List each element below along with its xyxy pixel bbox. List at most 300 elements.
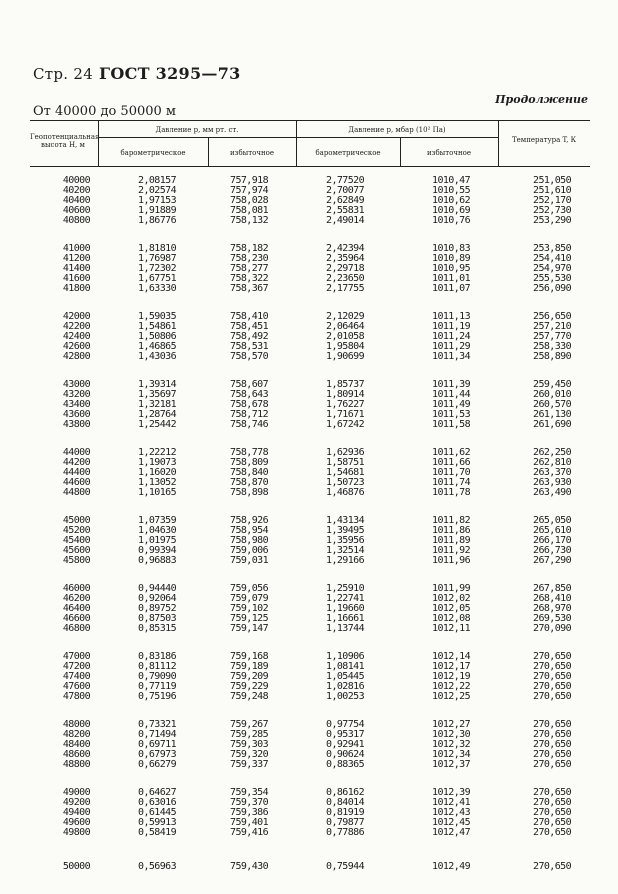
table-cell: 49600	[62, 817, 90, 828]
table-cell: 270,650	[533, 681, 571, 692]
table-cell: 1,67242	[326, 419, 364, 430]
table-cell: 270,650	[533, 827, 571, 838]
table-cell: 1,63330	[138, 283, 176, 294]
table-cell: 270,650	[533, 749, 571, 760]
table-column-h	[44, 312, 90, 362]
table-cell: 1012,19	[432, 671, 470, 682]
table-cell: 758,451	[230, 321, 268, 332]
table-cell: 759,189	[230, 661, 268, 672]
table-cell: 43000	[62, 379, 90, 390]
table-cell: 759,267	[230, 719, 268, 730]
table-cell: 1012,47	[432, 827, 470, 838]
table-column-bm	[118, 720, 176, 770]
table-cell: 48200	[62, 729, 90, 740]
table-cell: 254,410	[533, 253, 571, 264]
table-cell: 269,530	[533, 613, 571, 624]
table-cell: 2,42394	[326, 243, 364, 254]
table-cell: 1,35956	[326, 535, 364, 546]
table-cell: 46400	[62, 603, 90, 614]
table-cell: 758,746	[230, 419, 268, 430]
table-cell: 46600	[62, 613, 90, 624]
table-column-bb	[306, 176, 364, 226]
table-column-im	[210, 788, 268, 838]
col-height-header: Геопотенциальная высота H, м	[30, 133, 100, 149]
table-column-ib	[410, 516, 470, 566]
table-column-im	[210, 176, 268, 226]
table-cell: 270,090	[533, 623, 571, 634]
table-column-bm	[118, 584, 176, 634]
table-cell: 40200	[62, 185, 90, 196]
table-cell: 0,77119	[138, 681, 176, 692]
table-cell: 1012,41	[432, 797, 470, 808]
table-cell: 260,010	[533, 389, 571, 400]
table-cell: 47000	[62, 651, 90, 662]
table-cell: 42600	[62, 341, 90, 352]
table-column-h	[44, 720, 90, 770]
table-column-h	[44, 176, 90, 226]
table-cell: 1011,62	[432, 447, 470, 458]
table-cell: 0,84014	[326, 797, 364, 808]
table-cell: 253,290	[533, 215, 571, 226]
table-column-t	[515, 244, 571, 294]
table-cell: 44400	[62, 467, 90, 478]
table-cell: 1,54681	[326, 467, 364, 478]
table-cell: 0,94440	[138, 583, 176, 594]
table-cell: 759,147	[230, 623, 268, 634]
table-cell: 1,46865	[138, 341, 176, 352]
table-cell: 254,970	[533, 263, 571, 274]
table-cell: 270,650	[533, 861, 571, 872]
table-cell: 0,66279	[138, 759, 176, 770]
table-cell: 1011,07	[432, 283, 470, 294]
table-column-bm	[118, 176, 176, 226]
table-cell: 758,081	[230, 205, 268, 216]
table-column-im	[210, 516, 268, 566]
table-cell: 2,55831	[326, 205, 364, 216]
table-cell: 757,974	[230, 185, 268, 196]
table-cell: 262,250	[533, 447, 571, 458]
table-cell: 0,97754	[326, 719, 364, 730]
table-top-rule	[30, 120, 590, 121]
table-cell: 48400	[62, 739, 90, 750]
table-column-t	[515, 788, 571, 838]
table-cell: 1,35697	[138, 389, 176, 400]
table-cell: 1,54861	[138, 321, 176, 332]
table-cell: 1010,69	[432, 205, 470, 216]
header-subrule	[98, 137, 498, 138]
table-column-ib	[410, 652, 470, 702]
col-baro-header: барометрическое	[120, 149, 186, 157]
table-cell: 758,809	[230, 457, 268, 468]
table-cell: 43200	[62, 389, 90, 400]
table-cell: 758,277	[230, 263, 268, 274]
table-cell: 270,650	[533, 787, 571, 798]
table-cell: 41400	[62, 263, 90, 274]
table-cell: 2,29718	[326, 263, 364, 274]
table-column-im	[210, 448, 268, 498]
table-cell: 2,06464	[326, 321, 364, 332]
table-column-bb	[306, 652, 364, 702]
table-cell: 1011,89	[432, 535, 470, 546]
table-cell: 758,643	[230, 389, 268, 400]
table-column-ib	[410, 862, 470, 872]
table-cell: 46200	[62, 593, 90, 604]
table-cell: 40600	[62, 205, 90, 216]
table-column-t	[515, 584, 571, 634]
table-cell: 252,730	[533, 205, 571, 216]
table-cell: 270,650	[533, 671, 571, 682]
table-cell: 48000	[62, 719, 90, 730]
table-cell: 0,77886	[326, 827, 364, 838]
table-column-h	[44, 862, 90, 872]
table-cell: 1010,89	[432, 253, 470, 264]
table-cell: 759,320	[230, 749, 268, 760]
table-cell: 1,39314	[138, 379, 176, 390]
table-column-bb	[306, 312, 364, 362]
table-column-h	[44, 448, 90, 498]
table-column-t	[515, 312, 571, 362]
table-cell: 1,32514	[326, 545, 364, 556]
table-cell: 759,006	[230, 545, 268, 556]
table-column-ib	[410, 448, 470, 498]
table-cell: 257,770	[533, 331, 571, 342]
table-column-ib	[410, 380, 470, 430]
table-cell: 1,71671	[326, 409, 364, 420]
table-column-h	[44, 380, 90, 430]
table-cell: 50000	[62, 861, 90, 872]
table-column-ib	[410, 788, 470, 838]
table-cell: 759,386	[230, 807, 268, 818]
table-cell: 1011,99	[432, 583, 470, 594]
table-cell: 0,79090	[138, 671, 176, 682]
table-column-im	[210, 652, 268, 702]
table-cell: 758,607	[230, 379, 268, 390]
table-cell: 270,650	[533, 739, 571, 750]
table-cell: 759,401	[230, 817, 268, 828]
table-column-t	[515, 176, 571, 226]
table-cell: 758,492	[230, 331, 268, 342]
table-column-bm	[118, 380, 176, 430]
table-cell: 1,01975	[138, 535, 176, 546]
table-cell: 759,229	[230, 681, 268, 692]
table-cell: 40400	[62, 195, 90, 206]
table-column-ib	[410, 584, 470, 634]
table-column-t	[515, 448, 571, 498]
table-cell: 1,07359	[138, 515, 176, 526]
col-mmhg-group-header: Давление p, мм рт. ст.	[155, 126, 239, 134]
table-cell: 1010,76	[432, 215, 470, 226]
table-cell: 1,25442	[138, 419, 176, 430]
table-cell: 1012,02	[432, 593, 470, 604]
table-cell: 1012,22	[432, 681, 470, 692]
table-column-h	[44, 244, 90, 294]
table-cell: 1012,05	[432, 603, 470, 614]
table-column-ib	[410, 312, 470, 362]
table-cell: 267,290	[533, 555, 571, 566]
table-cell: 759,354	[230, 787, 268, 798]
table-column-im	[210, 380, 268, 430]
table-cell: 1011,78	[432, 487, 470, 498]
table-cell: 758,870	[230, 477, 268, 488]
table-cell: 1,76987	[138, 253, 176, 264]
table-cell: 0,58419	[138, 827, 176, 838]
table-cell: 0,79877	[326, 817, 364, 828]
table-cell: 256,650	[533, 311, 571, 322]
table-cell: 758,570	[230, 351, 268, 362]
header-bottom-rule	[30, 166, 590, 167]
table-cell: 45800	[62, 555, 90, 566]
table-cell: 2,62849	[326, 195, 364, 206]
table-cell: 1010,62	[432, 195, 470, 206]
table-cell: 758,410	[230, 311, 268, 322]
table-cell: 1,16661	[326, 613, 364, 624]
table-cell: 0,99394	[138, 545, 176, 556]
table-column-bb	[306, 788, 364, 838]
table-cell: 2,49014	[326, 215, 364, 226]
table-cell: 0,81112	[138, 661, 176, 672]
table-cell: 1011,86	[432, 525, 470, 536]
table-cell: 1,08141	[326, 661, 364, 672]
table-cell: 49200	[62, 797, 90, 808]
table-cell: 1011,34	[432, 351, 470, 362]
table-column-im	[210, 244, 268, 294]
table-cell: 41800	[62, 283, 90, 294]
table-cell: 1011,53	[432, 409, 470, 420]
table-cell: 40000	[62, 175, 90, 186]
table-cell: 759,430	[230, 861, 268, 872]
table-cell: 0,81919	[326, 807, 364, 818]
table-cell: 1,72302	[138, 263, 176, 274]
table-cell: 1011,82	[432, 515, 470, 526]
table-cell: 270,650	[533, 807, 571, 818]
table-cell: 0,69711	[138, 739, 176, 750]
table-cell: 1012,39	[432, 787, 470, 798]
table-cell: 758,230	[230, 253, 268, 264]
col-divider	[400, 137, 401, 166]
table-cell: 44600	[62, 477, 90, 488]
table-cell: 263,490	[533, 487, 571, 498]
table-cell: 1010,95	[432, 263, 470, 274]
table-cell: 1,19660	[326, 603, 364, 614]
table-cell: 257,210	[533, 321, 571, 332]
table-cell: 251,610	[533, 185, 571, 196]
table-cell: 758,778	[230, 447, 268, 458]
table-cell: 270,650	[533, 797, 571, 808]
table-cell: 0,56963	[138, 861, 176, 872]
table-cell: 1010,83	[432, 243, 470, 254]
table-cell: 1,58751	[326, 457, 364, 468]
table-cell: 759,209	[230, 671, 268, 682]
table-cell: 759,416	[230, 827, 268, 838]
table-cell: 758,712	[230, 409, 268, 420]
table-column-bm	[118, 516, 176, 566]
table-cell: 253,850	[533, 243, 571, 254]
table-cell: 1012,11	[432, 623, 470, 634]
table-cell: 1,13744	[326, 623, 364, 634]
table-cell: 759,168	[230, 651, 268, 662]
table-cell: 1011,74	[432, 477, 470, 488]
table-cell: 757,918	[230, 175, 268, 186]
table-cell: 43800	[62, 419, 90, 430]
table-cell: 270,650	[533, 729, 571, 740]
table-cell: 758,678	[230, 399, 268, 410]
table-cell: 759,031	[230, 555, 268, 566]
table-cell: 758,322	[230, 273, 268, 284]
table-cell: 2,35964	[326, 253, 364, 264]
table-cell: 42800	[62, 351, 90, 362]
table-cell: 46800	[62, 623, 90, 634]
table-cell: 758,028	[230, 195, 268, 206]
table-column-bm	[118, 244, 176, 294]
table-column-t	[515, 652, 571, 702]
table-cell: 1,16020	[138, 467, 176, 478]
table-cell: 1011,92	[432, 545, 470, 556]
table-column-bb	[306, 584, 364, 634]
table-column-bm	[118, 788, 176, 838]
table-column-t	[515, 380, 571, 430]
table-column-t	[515, 516, 571, 566]
table-cell: 265,610	[533, 525, 571, 536]
table-cell: 255,530	[533, 273, 571, 284]
table-cell: 270,650	[533, 759, 571, 770]
table-cell: 759,303	[230, 739, 268, 750]
table-cell: 49400	[62, 807, 90, 818]
table-cell: 42000	[62, 311, 90, 322]
table-cell: 1,50723	[326, 477, 364, 488]
table-column-bb	[306, 720, 364, 770]
range-title: От 40000 до 50000 м	[33, 104, 177, 119]
table-cell: 2,17755	[326, 283, 364, 294]
table-cell: 47800	[62, 691, 90, 702]
standard-number: ГОСТ 3295—73	[98, 64, 241, 83]
table-cell: 0,64627	[138, 787, 176, 798]
table-cell: 267,850	[533, 583, 571, 594]
table-cell: 49800	[62, 827, 90, 838]
table-cell: 1011,13	[432, 311, 470, 322]
table-cell: 0,87503	[138, 613, 176, 624]
table-cell: 0,75944	[326, 861, 364, 872]
table-cell: 0,89752	[138, 603, 176, 614]
table-cell: 759,370	[230, 797, 268, 808]
table-cell: 759,102	[230, 603, 268, 614]
table-column-bb	[306, 380, 364, 430]
table-cell: 1,22212	[138, 447, 176, 458]
table-column-im	[210, 862, 268, 872]
col-divider	[98, 120, 99, 166]
table-cell: 1,85737	[326, 379, 364, 390]
table-cell: 758,954	[230, 525, 268, 536]
col-excess2-header: избыточное	[426, 149, 471, 157]
table-cell: 0,85315	[138, 623, 176, 634]
table-column-bm	[118, 652, 176, 702]
table-cell: 48800	[62, 759, 90, 770]
table-cell: 270,650	[533, 691, 571, 702]
table-cell: 1,39495	[326, 525, 364, 536]
table-cell: 1,90699	[326, 351, 364, 362]
table-cell: 0,95317	[326, 729, 364, 740]
col-divider	[208, 137, 209, 166]
table-cell: 1,43036	[138, 351, 176, 362]
col-temp-header: Температура T, К	[511, 136, 577, 144]
table-column-bb	[306, 244, 364, 294]
table-cell: 261,130	[533, 409, 571, 420]
col-baro2-header: барометрическое	[315, 149, 381, 157]
table-cell: 759,125	[230, 613, 268, 624]
table-cell: 759,285	[230, 729, 268, 740]
table-cell: 0,59913	[138, 817, 176, 828]
page-label: Стр. 24	[33, 65, 94, 83]
table-cell: 49000	[62, 787, 90, 798]
table-cell: 0,86162	[326, 787, 364, 798]
col-excess-header: избыточное	[229, 149, 274, 157]
table-cell: 1012,43	[432, 807, 470, 818]
table-column-t	[515, 720, 571, 770]
table-cell: 2,08157	[138, 175, 176, 186]
table-cell: 1,76227	[326, 399, 364, 410]
table-column-im	[210, 720, 268, 770]
table-cell: 1011,01	[432, 273, 470, 284]
table-cell: 268,970	[533, 603, 571, 614]
table-cell: 759,079	[230, 593, 268, 604]
table-cell: 43400	[62, 399, 90, 410]
table-column-bb	[306, 862, 364, 872]
table-cell: 47600	[62, 681, 90, 692]
table-column-h	[44, 584, 90, 634]
table-column-h	[44, 652, 90, 702]
table-cell: 1,32181	[138, 399, 176, 410]
table-cell: 1,29166	[326, 555, 364, 566]
table-cell: 0,75196	[138, 691, 176, 702]
table-column-bb	[306, 448, 364, 498]
table-cell: 1,81810	[138, 243, 176, 254]
table-cell: 1011,96	[432, 555, 470, 566]
table-column-ib	[410, 720, 470, 770]
table-cell: 1,25910	[326, 583, 364, 594]
table-cell: 0,92064	[138, 593, 176, 604]
table-cell: 1012,37	[432, 759, 470, 770]
table-cell: 260,570	[533, 399, 571, 410]
table-cell: 256,090	[533, 283, 571, 294]
table-cell: 45000	[62, 515, 90, 526]
table-column-im	[210, 312, 268, 362]
table-cell: 1011,24	[432, 331, 470, 342]
table-cell: 1,28764	[138, 409, 176, 420]
table-cell: 266,170	[533, 535, 571, 546]
table-cell: 251,050	[533, 175, 571, 186]
col-divider	[296, 120, 297, 166]
table-cell: 2,70077	[326, 185, 364, 196]
table-cell: 268,410	[533, 593, 571, 604]
table-cell: 1012,32	[432, 739, 470, 750]
table-cell: 266,730	[533, 545, 571, 556]
table-cell: 1,04630	[138, 525, 176, 536]
table-cell: 1012,25	[432, 691, 470, 702]
table-cell: 44000	[62, 447, 90, 458]
table-cell: 1012,34	[432, 749, 470, 760]
table-cell: 270,650	[533, 719, 571, 730]
table-cell: 1,91889	[138, 205, 176, 216]
table-cell: 2,01058	[326, 331, 364, 342]
table-cell: 758,367	[230, 283, 268, 294]
table-cell: 46000	[62, 583, 90, 594]
table-cell: 1,95804	[326, 341, 364, 352]
table-column-bm	[118, 862, 176, 872]
table-cell: 1012,49	[432, 861, 470, 872]
table-column-bb	[306, 516, 364, 566]
table-cell: 2,02574	[138, 185, 176, 196]
table-cell: 263,930	[533, 477, 571, 488]
table-cell: 0,73321	[138, 719, 176, 730]
